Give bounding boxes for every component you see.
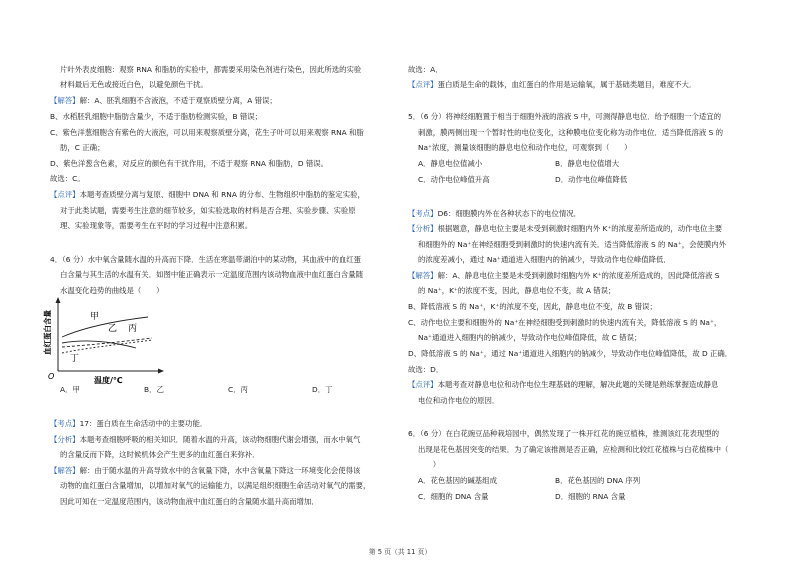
question-6-line: 6．（6 分）在白花豌豆品种栽培园中，偶然发现了一株开红花的豌豆植株，推测该红花表现型的: [408, 429, 720, 438]
answer-line: C、紫色洋葱细胞含有紫色的大液泡，可以用来观察质壁分离，花生子叶可以用来观察 RNA 和脂: [50, 128, 364, 137]
answer-line: B、水稻胚乳细胞中脂肪含量少，不适于脂肪检测实验，B 错误；: [50, 112, 263, 121]
comment-block: [50, 191, 365, 198]
left-top-line: 材料最后无色或接近白色，以避免颜色干扰。: [60, 80, 208, 89]
curve-label-bing: 丙: [128, 324, 138, 334]
solution-block: [408, 272, 719, 279]
comment-block: [408, 81, 696, 88]
comment-text: 蛋白质是生命的载体，血红蛋白的作用是运输氧，属于基础类题目，难度不大．: [437, 80, 697, 89]
question-5-line: Na⁺浓度，测量该细胞的静息电位和动作电位，可观察到（ ）: [418, 143, 632, 152]
origin-label: O: [48, 372, 55, 381]
solution-line: 动物的血红蛋白含量增加，以增加对氧气的运输能力，以满足组织细胞生命活动对氧气的需要，: [60, 481, 371, 490]
q6-option-b: B．花色基因的 DNA 序列: [555, 476, 641, 485]
hemoglobin-temperature-graph: [40, 293, 170, 385]
q6-option-d: D．细胞的 RNA 含量: [555, 492, 626, 501]
q5-option-b: B．静息电位值增大: [555, 159, 620, 168]
q6-option-c: C．细胞的 DNA 含量: [418, 492, 489, 501]
comment-block: [408, 381, 718, 388]
answer-line: 解：A、胚乳细胞不含液泡，不适于观察质壁分离，A 错误；: [79, 96, 277, 105]
q4-option-b: B．乙: [144, 385, 164, 394]
solution-line: D、降低溶液 S 的 Na⁺，通过 Na⁺通道进入细胞内的钠减少，导致动作电位峰值降低，故 D 正确．: [408, 349, 733, 358]
question-6-line: ）: [418, 460, 441, 469]
solution-line: 因此可知在一定温度范围内，该动物血液中血红蛋白的含量随水温升高而增加．: [60, 497, 319, 506]
analysis-tag: 【分析】: [408, 224, 438, 233]
comment-line: 本题考查质壁分离与复原、细胞中 DNA 和 RNA 的分布、生物组织中脂肪的鉴定实验，: [79, 190, 365, 199]
y-axis-arrow: [56, 297, 61, 303]
answer-line: 肪，C 正确；: [60, 143, 105, 152]
q5-option-a: A．静息电位值减小: [418, 159, 483, 168]
solution-line: Na⁺通道进入细胞内的钠减少，导致动作电位峰值降低，故 C 错误；: [418, 333, 642, 342]
q5-option-d: D．动作电位峰值降低: [555, 175, 628, 184]
solution-line: C、动作电位主要和细胞外的 Na⁺在神经细胞受到刺激时的快速内流有关，降低溶液 S 的 Na⁺，: [408, 318, 722, 327]
comment-line: 本题考查对静息电位和动作电位生理基础的理解，解决此题的关键是熟练掌握造成静息: [437, 380, 719, 389]
comment-tag: 【点评】: [408, 80, 438, 89]
knowledge-block: [50, 420, 207, 427]
analysis-line: 的含量反而下降，这时候机体会产生更多的血红蛋白来弥补．: [60, 450, 260, 459]
comment-line: 电位和动作电位的原因．: [418, 396, 500, 405]
solution-line: 的 Na⁺，K⁺的浓度不变，因此，静息电位不变，故 A 错误；: [418, 286, 616, 295]
analysis-line: 根据题意，静息电位主要是未受到刺激时细胞内外 K⁺的浓度差所造成的，动作电位主要: [437, 224, 723, 233]
question-4-line: 4．（6 分）水中氧含量随水温的升高而下降．生活在寒温带湖泊中的某动物，其血液中的血红蛋: [50, 255, 362, 264]
answer-line: D、紫色洋葱含色素，对反应的颜色有干扰作用，不适于观察 RNA 和脂肪，D 错误。: [50, 159, 329, 168]
comment-line: 理、实验现象等，需要考生在平时的学习过程中注意积累。: [60, 221, 253, 230]
page-footer: 第 5 页（共 11 页）: [368, 548, 432, 556]
analysis-line: 本题考查细胞呼吸的相关知识．随着水温的升高，该动物细胞代谢会增强，而水中氧气: [79, 435, 361, 444]
question-6-line: 出现是花色基因突变的结果．为了确定该推测是否正确，应检测和比较红花植株与白花植株中（: [418, 445, 729, 454]
q4-option-d: D．丁: [312, 385, 333, 394]
solution-line: 解：A、静息电位主要是未受到刺激时细胞内外 K⁺的浓度差所造成的，因此降低溶液 S: [437, 271, 720, 280]
x-axis-label: 温度/℃: [94, 376, 123, 385]
answer-block: [50, 97, 277, 104]
curve-label-jia: 甲: [90, 312, 100, 322]
right-top-line: 故选：A．: [408, 65, 443, 74]
q4-option-c: C．丙: [228, 385, 248, 394]
knowledge-tag: 【考点】: [408, 209, 438, 218]
question-4-line: 白含量与其生活的水温有关．如图中能正确表示一定温度范围内该动物血液中血红蛋白含量随: [60, 270, 364, 279]
solution-tag: 【解答】: [50, 466, 80, 475]
left-top-line: 片叶外表皮细胞：观察 RNA 和脂肪的实验中，都需要采用染色剂进行染色，因此所选的实验: [60, 65, 362, 74]
analysis-line: 的浓度差减小，通过 Na⁺通道进入细胞内的钠减少，导致动作电位峰值降低．: [418, 255, 671, 264]
curve-label-yi: 乙: [108, 324, 118, 334]
solution-line: 故选：D．: [408, 365, 444, 374]
analysis-line: 和细胞外的 Na⁺在神经细胞受到刺激时的快速内流有关．适当降低溶液 S 的 Na⁺，会使膜内外: [418, 240, 727, 249]
x-axis-arrow: [158, 369, 164, 374]
knowledge-text: 17：蛋白质在生命活动中的主要功能．: [79, 419, 208, 428]
question-5-line: 刺激，膜两侧出现一个暂时性的电位变化，这种膜电位变化称为动作电位．适当降低溶液 S 的: [418, 128, 724, 137]
question-5-line: 5．（6 分）将神经细胞置于相当于细胞外液的溶液 S 中，可测得静息电位．给予细胞一个适宜的: [408, 112, 722, 121]
analysis-block: [408, 225, 722, 232]
comment-line: 对于此类试题，需要考生注意的细节较多，如实验选取的材料是否合理、实验步骤、实验原: [60, 206, 356, 215]
answer-line: 故选：C。: [50, 174, 85, 183]
solution-tag: 【解答】: [408, 271, 438, 280]
comment-tag: 【点评】: [50, 190, 80, 199]
answer-tag: 【解答】: [50, 96, 80, 105]
question-4-line: 水温变化趋势的曲线是（ ）: [60, 286, 164, 295]
solution-line: B、降低溶液 S 的 Na⁺，K⁺的浓度不变，因此，静息电位不变，故 B 错误；: [408, 302, 657, 311]
y-axis-label: 血红蛋白含量: [43, 310, 52, 355]
analysis-tag: 【分析】: [50, 435, 80, 444]
knowledge-block: [408, 210, 581, 217]
solution-block: [50, 467, 360, 474]
knowledge-tag: 【考点】: [50, 419, 80, 428]
analysis-block: [50, 436, 360, 443]
comment-tag: 【点评】: [408, 380, 438, 389]
curve-label-ding: 丁: [70, 354, 80, 364]
q4-option-a: A．甲: [60, 385, 80, 394]
knowledge-text: D6：细胞膜内外在各种状态下的电位情况．: [437, 209, 582, 218]
solution-line: 解：由于随水温的升高导致水中的含氧量下降，水中含氧量下降这一环境变化会使得该: [79, 466, 361, 475]
q6-option-a: A．花色基因的碱基组成: [418, 476, 497, 485]
q5-option-c: C．动作电位峰值升高: [418, 175, 490, 184]
